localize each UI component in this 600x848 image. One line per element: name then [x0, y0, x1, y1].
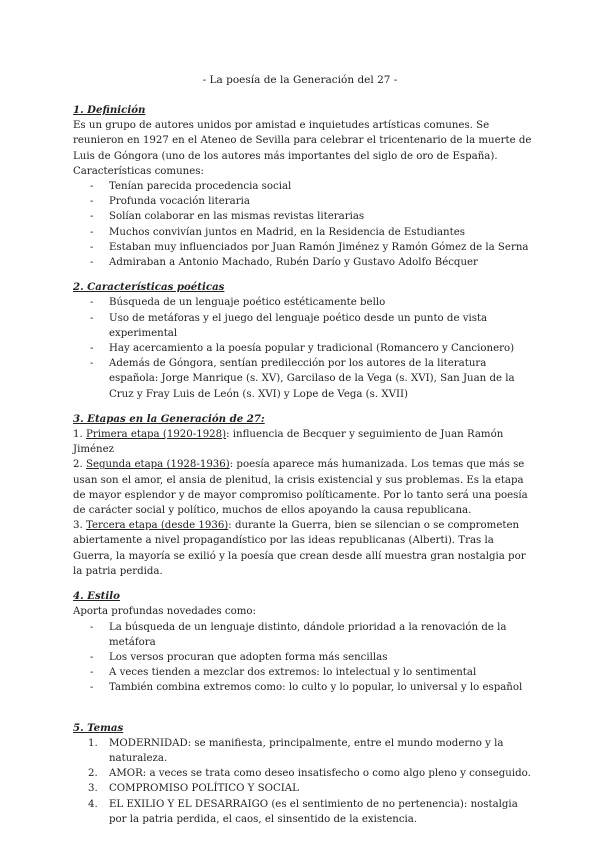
list-item: - Hay acercamiento a la poesía popular y tradicional (Romancero y Cancionero) [73, 341, 533, 356]
list-item: - La búsqueda de un lenguaje distinto, dándole prioridad a la renovación de la metáfora [73, 620, 533, 650]
common-features-list [73, 179, 533, 270]
stage-label: Primera etapa (1920-1928) [85, 429, 227, 441]
common-features-lead: Características comunes: [73, 165, 204, 177]
stage-number: 2. [73, 459, 83, 471]
list-item: - Solían colaborar en las mismas revistas literarias [73, 209, 533, 224]
item-number: 3. [88, 783, 98, 795]
stage-paragraph [73, 427, 533, 457]
list-item [73, 797, 533, 827]
section-heading-temas: 5. Temas [73, 721, 124, 734]
definition-paragraph: Es un grupo de autores unidos por amistad e inquietudes artísticas comunes. Se reunieron en 1927 en el Ateneo de Sevilla para celebrar el tricentenario de la muerte de Luis de Góngora (uno de los autores más importantes del siglo de oro de España). [73, 120, 532, 162]
list-item [73, 766, 533, 781]
page-title: - La poesía de la Generación del 27 - [202, 74, 398, 86]
stage-text: : influencia de Becquer y seguimiento de Juan Ramón Jiménez [73, 429, 504, 456]
item-number: 4. [88, 798, 98, 810]
list-item: - Además de Góngora, sentían predilección por los autores de la literatura española: Jorge Manrique (s. XV), Garcilaso de la Vega (s. XVI), San Juan de la Cruz y Fray Luis de León (s. XVI) y Lope de Vega (s. XVII) [73, 356, 533, 402]
list-item: - También combina extremos como: lo culto y lo popular, lo universal y lo español [73, 680, 533, 695]
section-heading-caracteristicas: 2. Características poéticas [73, 281, 225, 294]
list-item [73, 781, 533, 796]
style-lead: Aporta profundas novedades como: [73, 606, 256, 618]
list-item: - Profunda vocación literaria [73, 194, 533, 209]
list-item: - Tenían parecida procedencia social [73, 179, 533, 194]
item-text: AMOR: a veces se trata como deseo insatisfecho o como algo pleno y conseguido. [109, 768, 531, 780]
list-item [73, 736, 533, 766]
style-list [73, 620, 533, 696]
item-text: MODERNIDAD: se manifiesta, principalmente, entre el mundo moderno y la naturaleza. [109, 737, 504, 764]
item-text: COMPROMISO POLÍTICO Y SOCIAL [109, 783, 299, 795]
item-text: EL EXILIO Y EL DESARRAIGO (es el sentimiento de no pertenencia): nostalgia por la patria perdida, el caos, el sinsentido de la existencia. [109, 798, 518, 825]
list-item: - Muchos convivían juntos en Madrid, en la Residencia de Estudiantes [73, 225, 533, 240]
stage-paragraph [73, 518, 533, 579]
stage-label: Tercera etapa (desde 1936) [85, 520, 229, 532]
stage-number: 3. [73, 520, 83, 532]
section-heading-etapas: 3. Etapas en la Generación de 27: [73, 412, 265, 425]
item-number: 2. [88, 768, 98, 780]
list-item: - Búsqueda de un lenguaje poético estéticamente bello [73, 295, 533, 310]
list-item: - Estaban muy influenciados por Juan Ramón Jiménez y Ramón Gómez de la Serna [73, 240, 533, 255]
list-item: - Los versos procuran que adopten forma más sencillas [73, 650, 533, 665]
stage-text: : poesía aparece más humanizada. Los temas que más se usan son el amor, el ansia de plenitud, la crisis existencial y sus problemas. Es la etapa de mayor esplendor y de mayor compromiso políticamente. Por lo tanto será una poesía de carácter social y político, muchos de ellos apoyando la causa republicana. [73, 459, 528, 517]
section-heading-estilo: 4. Estilo [73, 590, 120, 603]
stage-paragraph [73, 457, 533, 518]
poetic-features-list [73, 295, 533, 401]
list-item: - A veces tienden a mezclar dos extremos: lo intelectual y lo sentimental [73, 665, 533, 680]
item-number: 1. [88, 737, 98, 749]
document-body [73, 103, 533, 827]
list-item: - Uso de metáforas y el juego del lenguaje poético desde un punto de vista experimental [73, 311, 533, 341]
stage-text: : durante la Guerra, bien se silencian o se comprometen abiertamente a nivel propagandístico por las ideas republicanas (Alberti). Tras la Guerra, la mayoría se exilió y la poesía que crean desde allí muestra gran nostalgia por la patria perdida. [73, 520, 526, 577]
stage-number: 1. [73, 429, 83, 441]
stage-label: Segunda etapa (1928-1936) [85, 459, 230, 471]
section-heading-definicion: 1. Definición [73, 104, 146, 116]
list-item: - Admiraban a Antonio Machado, Rubén Darío y Gustavo Adolfo Bécquer [73, 255, 533, 270]
themes-list [73, 736, 533, 827]
